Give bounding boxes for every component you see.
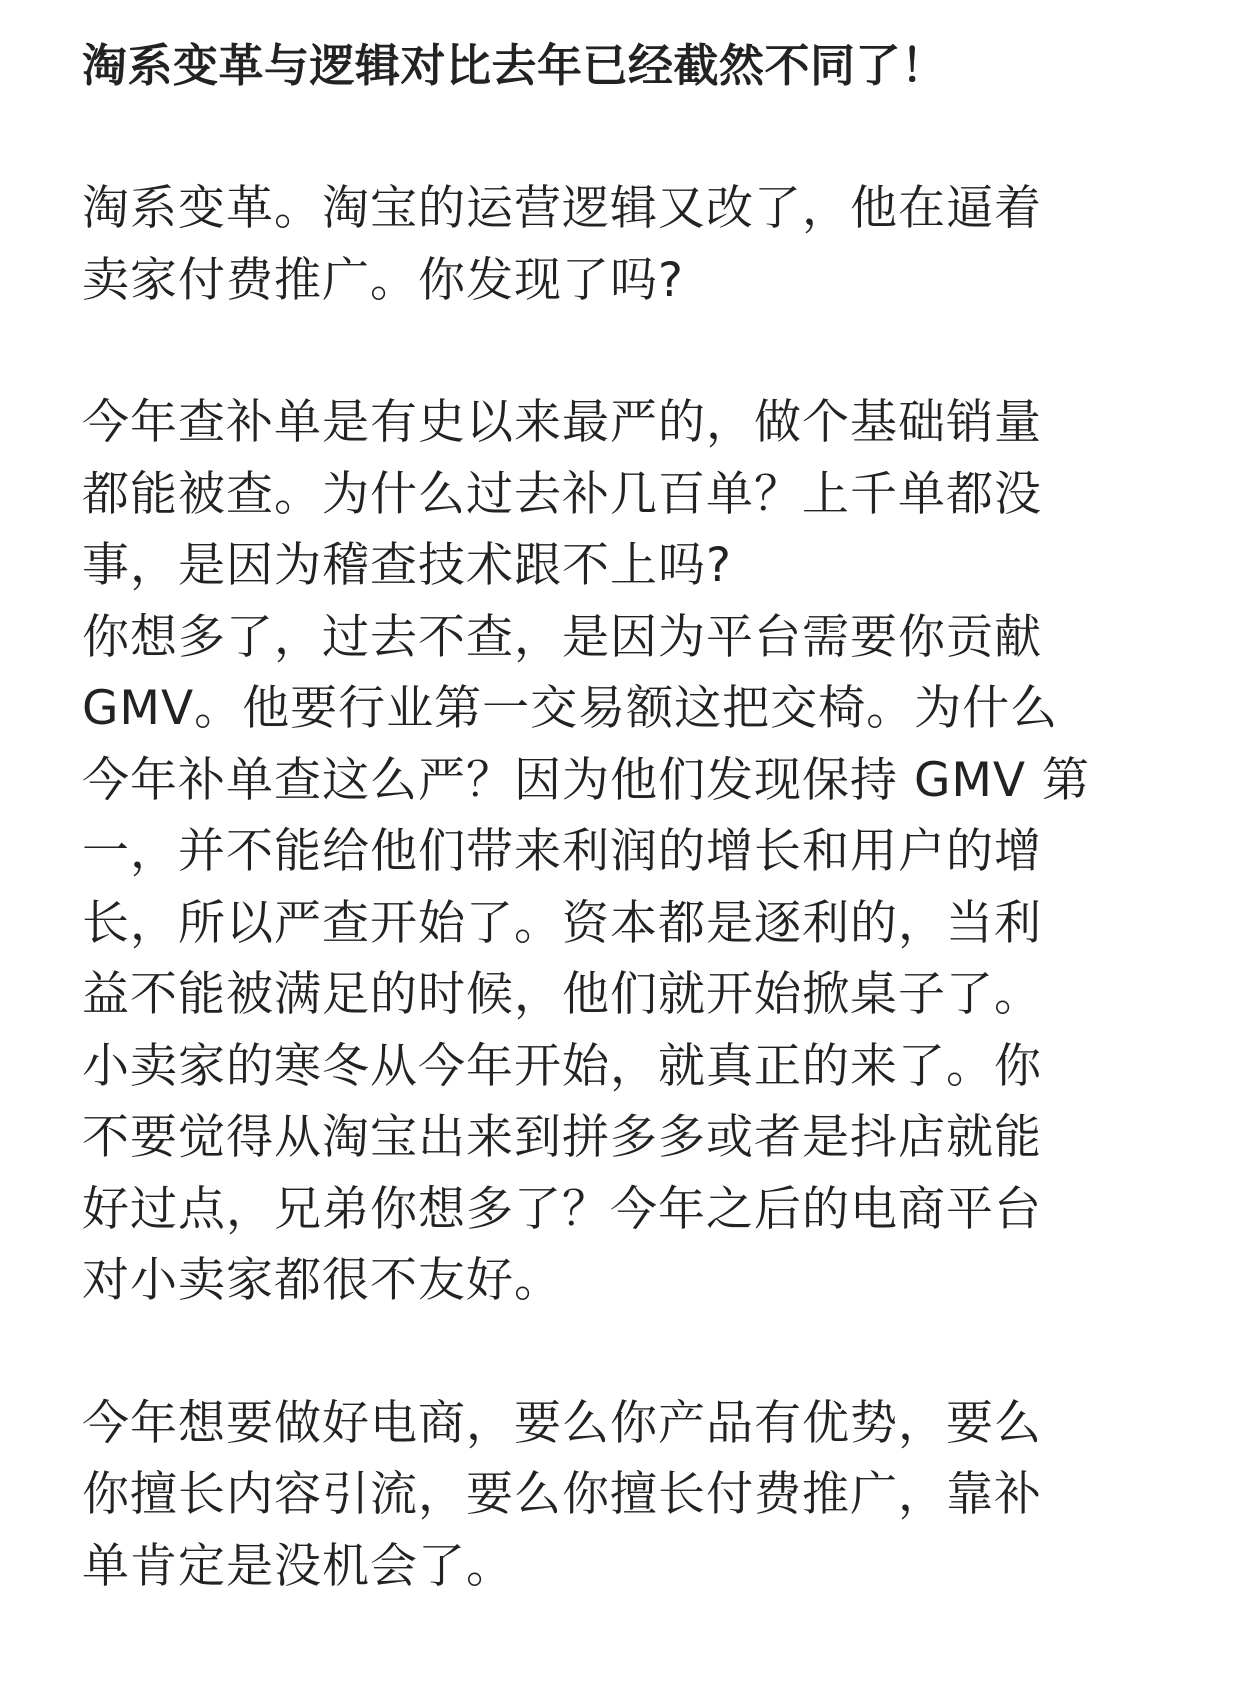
paragraph-line: 好过点，兄弟你想多了？今年之后的电商平台 (82, 1181, 1042, 1237)
paragraph-spacer (82, 102, 1172, 173)
paragraph-line: 一，并不能给他们带来利润的增长和用户的增 (82, 824, 1042, 879)
paragraph-3 (82, 1388, 1172, 1603)
article (82, 30, 1172, 1602)
paragraph-line: 单肯定是没机会了。 (82, 1538, 514, 1594)
paragraph-spacer (82, 1317, 1172, 1388)
paragraph-line: 都能被查。为什么过去补几百单？上千单都没 (82, 466, 1042, 522)
paragraph-line: GMV。他要行业第一交易额这把交椅。为什么 (82, 681, 1059, 736)
paragraph-line: 长，所以严查开始了。资本都是逐利的，当利 (82, 895, 1042, 951)
paragraph-1 (82, 173, 1172, 316)
paragraph-line: 不要觉得从淘宝出来到拼多多或者是抖店就能 (82, 1110, 1042, 1165)
paragraph-line: 事，是因为稽查技术跟不上吗? (82, 538, 732, 593)
paragraph-line: 你擅长内容引流，要么你擅长付费推广，靠补 (82, 1467, 1042, 1522)
paragraph-line: 今年查补单是有史以来最严的，做个基础销量 (82, 395, 1042, 450)
paragraph-line: 益不能被满足的时候，他们就开始掀桌子了。 (82, 967, 1042, 1022)
paragraph-line: 对小卖家都很不友好。 (82, 1253, 562, 1308)
paragraph-spacer (82, 316, 1172, 387)
paragraph-line: 你想多了，过去不查，是因为平台需要你贡献 (82, 609, 1042, 665)
paragraph-line: 今年想要做好电商，要么你产品有优势，要么 (82, 1395, 1042, 1451)
paragraph-2 (82, 387, 1172, 1317)
paragraph-line: 卖家付费推广。你发现了吗? (82, 252, 684, 308)
paragraph-line: 淘系变革。淘宝的运营逻辑又改了，他在逼着 (82, 181, 1042, 236)
paragraph-line: 小卖家的寒冬从今年开始，就真正的来了。你 (82, 1038, 1042, 1094)
paragraph-line: 今年补单查这么严？因为他们发现保持 GMV 第 (82, 752, 1091, 808)
article-title: 淘系变革与逻辑对比去年已经截然不同了！ (82, 39, 947, 92)
